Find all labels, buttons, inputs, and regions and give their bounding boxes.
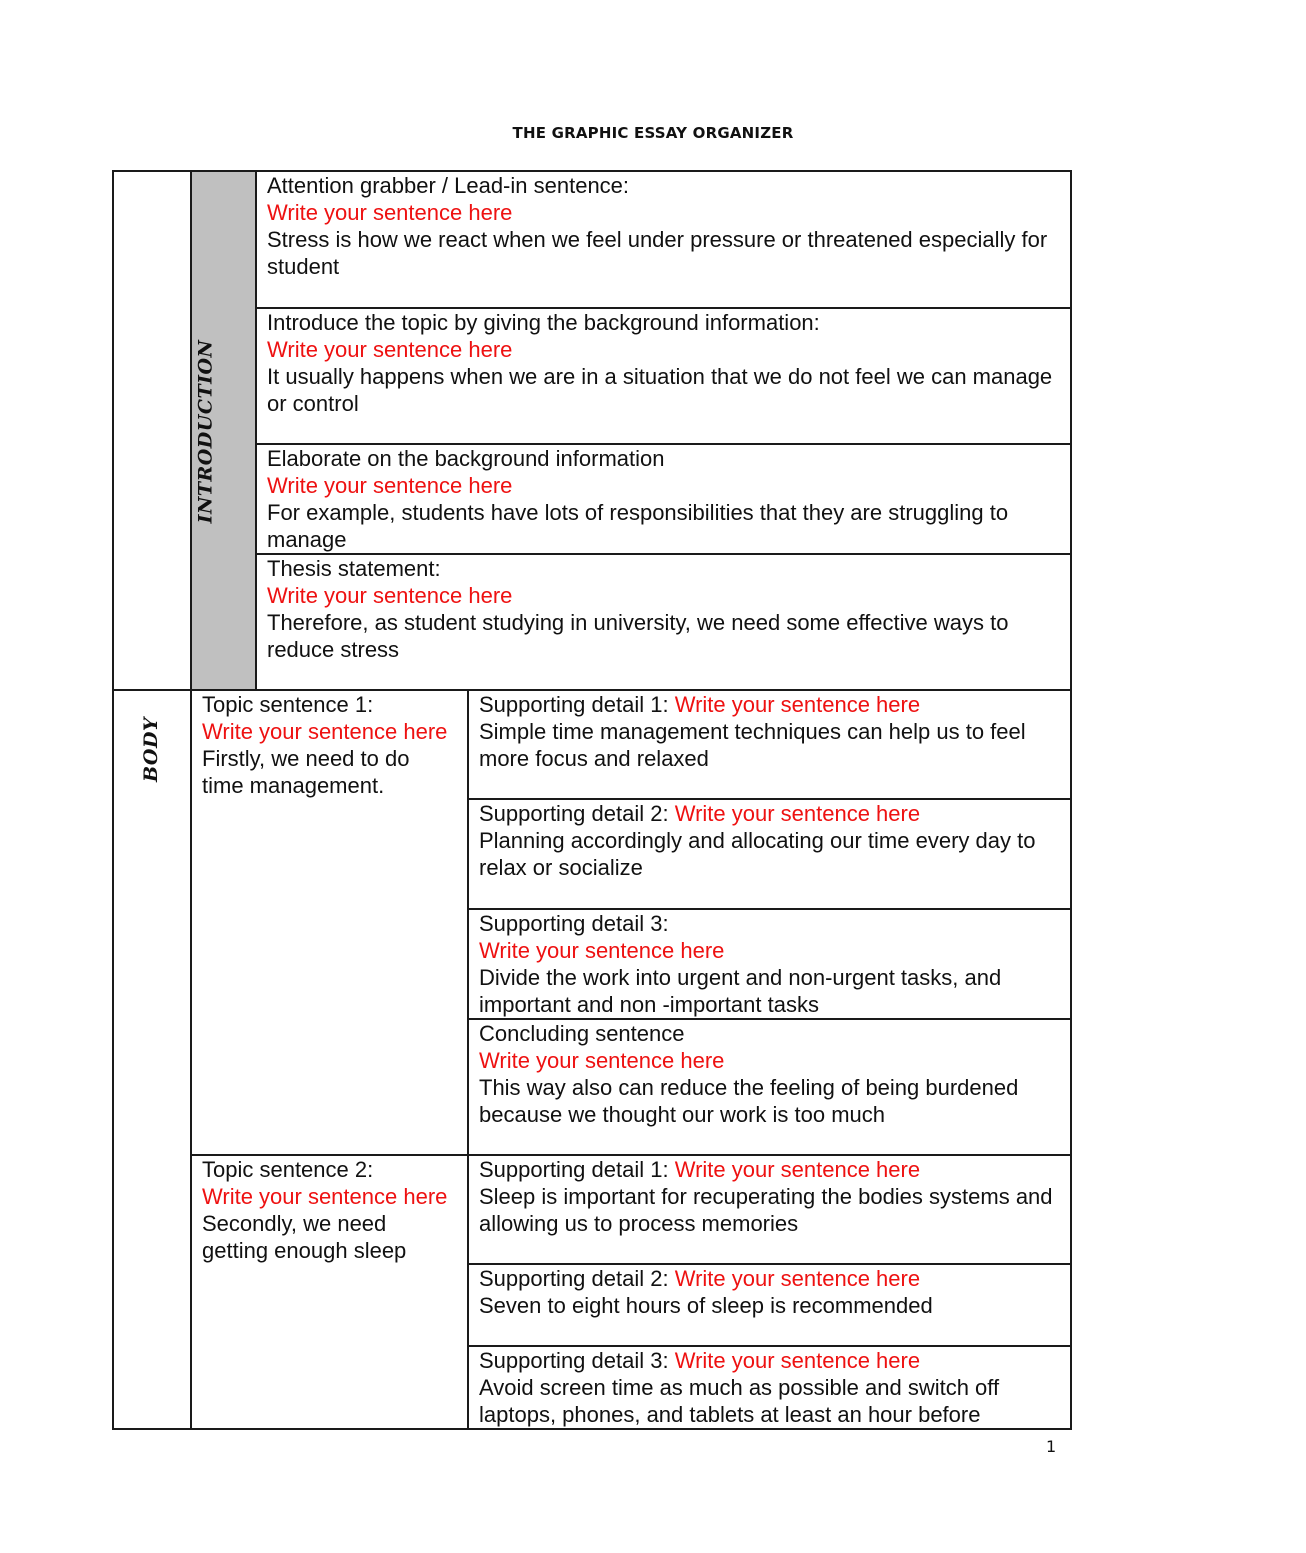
detail-label: Supporting detail 1: [479,692,675,717]
p1-supporting-detail-2 [468,799,1071,909]
write-prompt: Write your sentence here [674,801,921,826]
intro-row-2 [113,308,1071,444]
p2-supporting-detail-2 [468,1264,1071,1346]
write-prompt: Write your sentence here [267,200,513,225]
topic-content: Secondly, we need getting enough sleep [202,1211,407,1263]
cell-label: Thesis statement: [267,556,441,581]
cell-label: Elaborate on the background information [267,446,665,471]
p2-supporting-detail-3 [468,1346,1071,1429]
cell-content: Therefore, as student studying in university, we need some effective ways to reduce stress [267,610,1009,662]
introduction-heading-cell [113,171,217,690]
detail-label: Concluding sentence [479,1021,685,1046]
page-title: THE GRAPHIC ESSAY ORGANIZER [512,124,794,142]
write-prompt: Write your sentence here [202,1184,448,1209]
topic-label: Topic sentence 1: [202,692,374,717]
write-prompt: Write your sentence here [674,1157,921,1182]
detail-label: Supporting detail 1: [479,1157,675,1182]
write-prompt: Write your sentence here [674,1348,921,1373]
detail-label: Supporting detail 2: [479,1266,675,1291]
page-number: 1 [1046,1437,1057,1456]
intro-cell-attention-grabber [256,171,1071,308]
body-row-5 [113,1155,1071,1264]
topic-content: Firstly, we need to do time management. [202,746,410,798]
cell-label: Attention grabber / Lead-in sentence: [267,173,630,198]
p2-supporting-detail-1 [468,1155,1071,1264]
detail-content: Planning accordingly and allocating our time every day to relax or socialize [479,828,1036,880]
intro-cell-thesis [256,554,1071,690]
p1-supporting-detail-1 [468,690,1071,799]
intro-row-3 [113,444,1071,554]
write-prompt: Write your sentence here [267,473,513,498]
body-heading-cell [113,690,191,1429]
topic-sentence-2-cell [191,1155,468,1429]
write-prompt: Write your sentence here [674,1266,921,1291]
detail-content: Divide the work into urgent and non-urgent tasks, and important and non -important tasks [479,965,1002,1017]
cell-label: Introduce the topic by giving the background information: [267,310,820,335]
p1-supporting-detail-3 [468,909,1071,1019]
essay-organizer-table [112,170,1072,1430]
detail-content: Avoid screen time as much as possible and switch off laptops, phones, and tablets at least an hour before [479,1375,1000,1427]
write-prompt: Write your sentence here [202,719,448,744]
intro-cell-elaborate [256,444,1071,554]
intro-cell-background [256,308,1071,444]
detail-content: This way also can reduce the feeling of being burdened because we thought our work is too much [479,1075,1019,1127]
intro-row-4 [113,554,1071,690]
write-prompt: Write your sentence here [267,583,513,608]
detail-content: Simple time management techniques can help us to feel more focus and relaxed [479,719,1026,771]
cell-content: Stress is how we react when we feel under pressure or threatened especially for student [267,227,1048,279]
write-prompt: Write your sentence here [479,1048,725,1073]
body-row-1 [113,690,1071,799]
cell-content: It usually happens when we are in a situation that we do not feel we can manage or control [267,364,1053,416]
topic-sentence-1-cell [191,690,468,1155]
detail-label: Supporting detail 3: [479,911,669,936]
write-prompt: Write your sentence here [674,692,921,717]
topic-label: Topic sentence 2: [202,1157,374,1182]
write-prompt: Write your sentence here [479,938,725,963]
detail-content: Seven to eight hours of sleep is recommended [479,1293,933,1318]
write-prompt: Write your sentence here [267,337,513,362]
introduction-heading: INTRODUCTION [194,339,217,524]
detail-label: Supporting detail 2: [479,801,675,826]
detail-label: Supporting detail 3: [479,1348,675,1373]
intro-row-1 [113,171,1071,308]
body-heading: BODY [140,716,163,782]
cell-content: For example, students have lots of responsibilities that they are struggling to manage [267,500,1009,552]
p1-concluding-sentence [468,1019,1071,1155]
detail-content: Sleep is important for recuperating the bodies systems and allowing us to process memories [479,1184,1053,1236]
